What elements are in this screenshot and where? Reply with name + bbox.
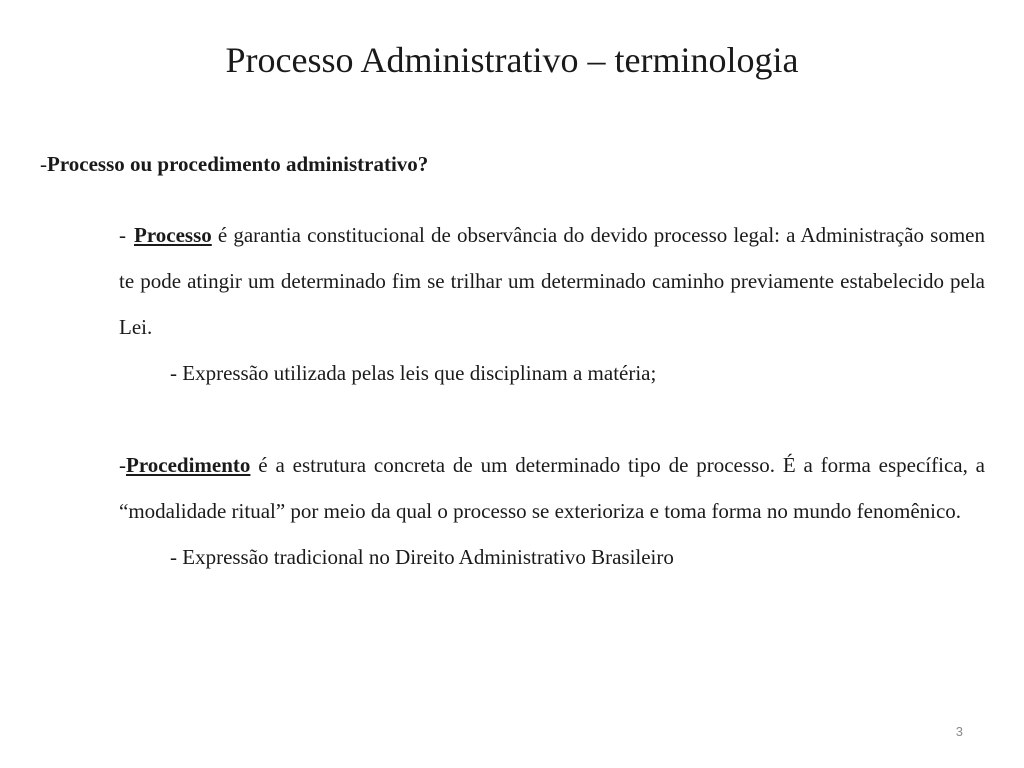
question-heading	[40, 148, 428, 180]
processo-definition: é garantia constitucional de observância do devido processo legal: a Administração somen te pode atingir um determinado fim se trilhar um determinado caminho previamente estabelecido pela Lei.	[119, 223, 985, 339]
procedimento-section	[119, 442, 985, 580]
processo-dash: -	[119, 223, 126, 247]
page-number: 3	[955, 724, 963, 739]
procedimento-term: Procedimento	[126, 453, 251, 477]
slide-title: Processo Administrativo – terminologia	[225, 40, 799, 80]
question-dash: -	[40, 152, 47, 176]
question-text: Processo ou procedimento administrativo?	[47, 152, 429, 176]
processo-term: Processo	[134, 223, 212, 247]
procedimento-dash: -	[119, 453, 126, 477]
procedimento-note: - Expressão tradicional no Direito Administrativo Brasileiro	[170, 545, 674, 569]
processo-section	[119, 212, 985, 396]
processo-note: - Expressão utilizada pelas leis que disciplinam a matéria;	[170, 361, 657, 385]
procedimento-definition: é a estrutura concreta de um determinado tipo de processo. É a forma específica, a “modalidade ritual” por meio da qual o processo se exterioriza e toma forma no mundo fenomênico.	[119, 453, 986, 523]
